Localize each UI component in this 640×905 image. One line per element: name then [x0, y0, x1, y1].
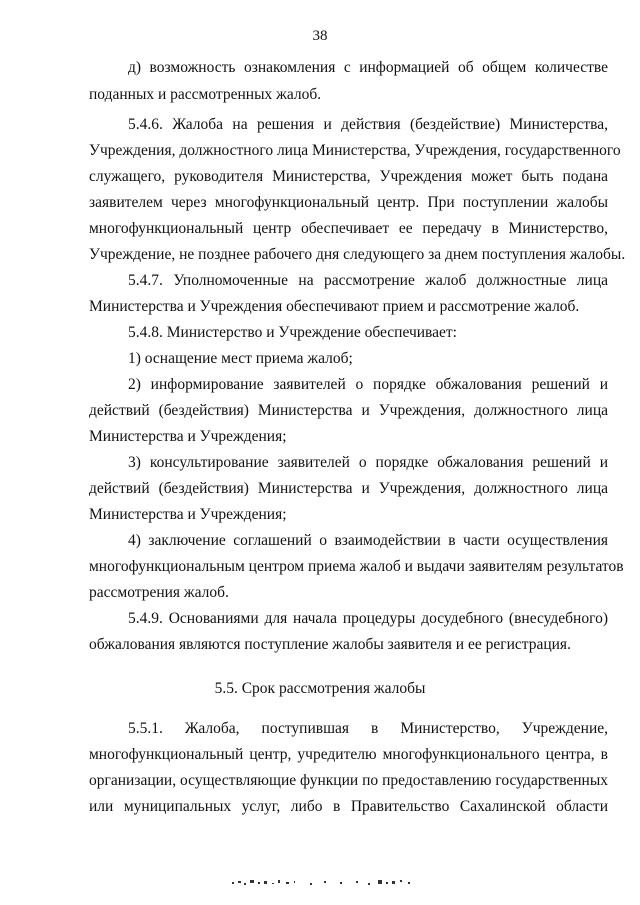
text-line: 5.4.6. Жалоба на решения и действия (бездействие) Министерства, [128, 116, 608, 133]
section-heading: 5.5. Срок рассмотрения жалобы [214, 680, 426, 697]
text-line: Министерства и Учреждения; [89, 428, 287, 445]
text-line: Учреждения, должностного лица Министерства, Учреждения, государственного [89, 142, 621, 159]
text-line: действий (бездействия) Министерства и Учреждения, должностного лица [89, 480, 608, 497]
text-line: 4) заключение соглашений о взаимодействии в части осуществления [128, 532, 608, 549]
text-line: служащего, руководителя Министерства, Учреждения может быть подана [89, 168, 608, 185]
text-line: 5.4.9. Основаниями для начала процедуры досудебного (внесудебного) [128, 610, 608, 627]
text-line: многофункциональным центром приема жалоб и выдачи заявителям результатов [89, 558, 624, 575]
text-line: Министерства и Учреждения; [89, 506, 287, 523]
text-line: 2) информирование заявителей о порядке обжалования решений и [128, 376, 608, 393]
text-line: заявителем через многофункциональный центр. При поступлении жалобы [89, 194, 608, 211]
text-line: поданных и рассмотренных жалоб. [89, 86, 322, 103]
text-line: 5.4.7. Уполномоченные на рассмотрение жалоб должностные лица [128, 272, 608, 289]
text-line: многофункциональный центр, учредителю многофункционального центра, в [89, 746, 608, 763]
text-line: организации, осуществляющие функции по предоставлению государственных [89, 772, 608, 789]
text-line: обжалования являются поступление жалобы заявителя и ее регистрация. [89, 636, 571, 653]
text-line: или муниципальных услуг, либо в Правительство Сахалинской области [89, 798, 608, 815]
scan-noise [228, 878, 418, 888]
text-line: действий (бездействия) Министерства и Учреждения, должностного лица [89, 402, 608, 419]
text-line: 5.4.8. Министерство и Учреждение обеспечивает: [128, 324, 457, 341]
text-line: д) возможность ознакомления с информацией об общем количестве [128, 59, 608, 76]
text-line: 5.5.1. Жалоба, поступившая в Министерство, Учреждение, [128, 720, 608, 737]
page-number: 38 [312, 28, 328, 44]
text-line: рассмотрения жалоб. [89, 584, 229, 601]
text-line: Учреждение, не позднее рабочего дня следующего за днем поступления жалобы. [89, 246, 626, 263]
text-line: 3) консультирование заявителей о порядке обжалования решений и [128, 454, 608, 471]
text-line: многофункциональный центр обеспечивает ее передачу в Министерство, [89, 220, 608, 237]
text-line: Министерства и Учреждения обеспечивают прием и рассмотрение жалоб. [89, 298, 580, 315]
text-line: 1) оснащение мест приема жалоб; [128, 350, 353, 367]
